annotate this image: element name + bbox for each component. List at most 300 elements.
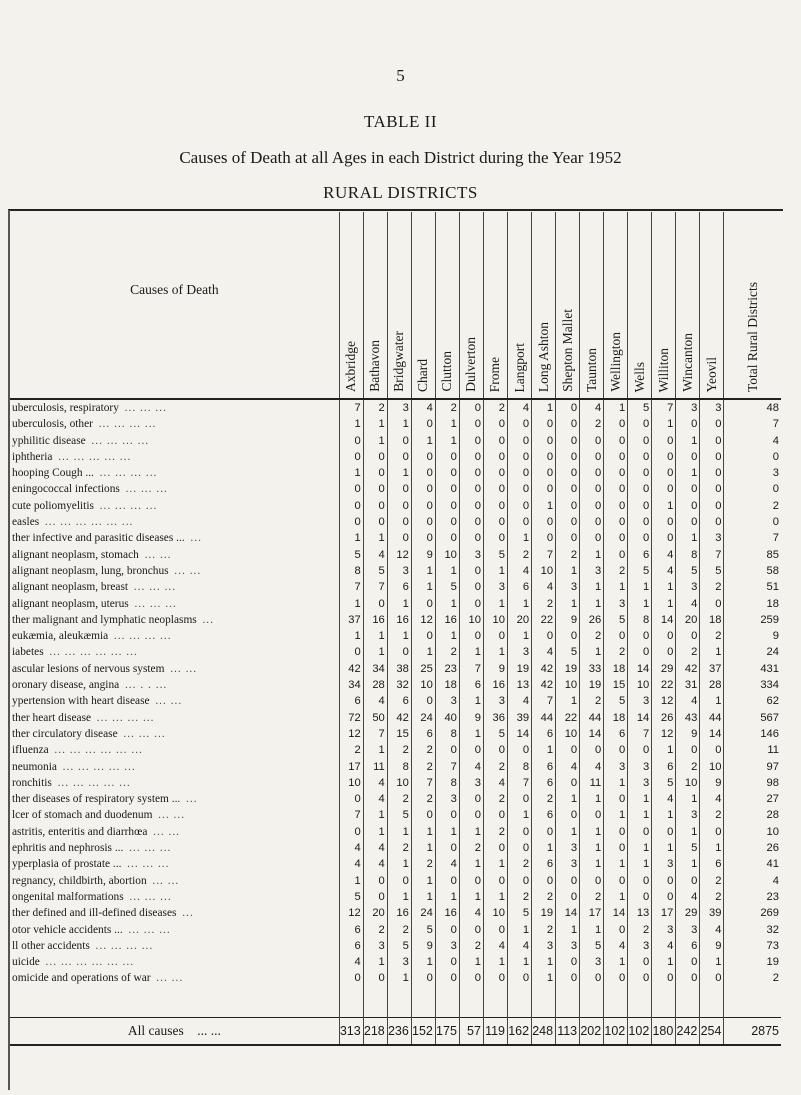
value-cell: 0 xyxy=(628,498,652,514)
value-cell: 0 xyxy=(556,628,580,644)
district-header-wells xyxy=(628,212,652,399)
value-cell: 1 xyxy=(387,856,411,872)
value-cell: 3 xyxy=(532,938,556,954)
value-cell: 1 xyxy=(411,563,435,579)
leader-dots: ... ... ... ... ... ... xyxy=(44,516,134,529)
cause-cell xyxy=(10,563,339,579)
cause-cell xyxy=(10,824,339,840)
value-cell: 1 xyxy=(363,807,387,823)
value-cell: 23 xyxy=(724,889,781,905)
value-cell: 18 xyxy=(724,596,781,612)
leader-dots: ... ... ... ... xyxy=(99,467,158,480)
value-cell: 1 xyxy=(508,954,532,970)
table-row xyxy=(10,399,781,416)
cause-cell xyxy=(10,661,339,677)
value-cell: 0 xyxy=(532,465,556,481)
cause-label: eukæmia, aleukæmia xyxy=(12,630,109,643)
value-cell: 0 xyxy=(580,742,604,758)
cause-cell xyxy=(10,514,339,530)
value-cell: 9 xyxy=(556,612,580,628)
value-cell: 28 xyxy=(700,677,724,693)
value-cell: 13 xyxy=(628,905,652,921)
value-cell: 2 xyxy=(411,791,435,807)
cause-cell xyxy=(10,905,339,921)
value-cell: 0 xyxy=(459,596,483,612)
leader-dots: ... ... ... ... xyxy=(91,434,150,447)
value-cell: 0 xyxy=(604,433,628,449)
district-header-label: Wellington xyxy=(607,332,623,392)
spacer-row xyxy=(10,987,781,1018)
cause-cell xyxy=(10,922,339,938)
value-cell: 16 xyxy=(435,612,459,628)
value-cell: 0 xyxy=(508,742,532,758)
value-cell: 16 xyxy=(483,677,507,693)
district-header-long-ashton xyxy=(532,212,556,399)
value-cell: 0 xyxy=(676,628,700,644)
value-cell: 4 xyxy=(435,856,459,872)
value-cell: 1 xyxy=(387,824,411,840)
district-header-wellington xyxy=(604,212,628,399)
value-cell: 43 xyxy=(676,710,700,726)
value-cell: 0 xyxy=(556,481,580,497)
value-cell: 1 xyxy=(652,840,676,856)
value-cell: 259 xyxy=(724,612,781,628)
value-cell: 2 xyxy=(580,889,604,905)
value-cell: 20 xyxy=(676,612,700,628)
value-cell: 6 xyxy=(339,922,363,938)
value-cell: 2 xyxy=(676,759,700,775)
value-cell: 7 xyxy=(652,399,676,416)
value-cell: 12 xyxy=(339,726,363,742)
table-row xyxy=(10,726,781,742)
cause-label: astritis, enteritis and diarrhœa xyxy=(12,825,148,838)
value-cell: 0 xyxy=(387,514,411,530)
value-cell: 1 xyxy=(604,856,628,872)
value-cell: 0 xyxy=(676,873,700,889)
value-cell: 1 xyxy=(483,856,507,872)
value-cell: 1 xyxy=(556,922,580,938)
value-cell: 3 xyxy=(483,693,507,709)
value-cell: 1 xyxy=(556,596,580,612)
value-cell: 0 xyxy=(676,514,700,530)
value-cell: 1 xyxy=(628,596,652,612)
value-cell: 0 xyxy=(580,873,604,889)
value-cell: 2 xyxy=(387,742,411,758)
table-row xyxy=(10,775,781,791)
value-cell: 2 xyxy=(700,807,724,823)
value-cell: 2 xyxy=(532,596,556,612)
value-cell: 2 xyxy=(580,628,604,644)
value-cell: 0 xyxy=(339,433,363,449)
value-cell: 51 xyxy=(724,579,781,595)
value-cell: 0 xyxy=(556,970,580,986)
value-cell: 0 xyxy=(459,628,483,644)
value-cell: 7 xyxy=(700,547,724,563)
value-cell: 0 xyxy=(435,481,459,497)
value-cell: 0 xyxy=(652,873,676,889)
cause-cell xyxy=(10,807,339,823)
value-cell: 2 xyxy=(363,922,387,938)
value-cell: 0 xyxy=(604,873,628,889)
value-cell: 0 xyxy=(628,481,652,497)
value-cell: 1 xyxy=(652,742,676,758)
leader-dots: ... ... ... ... ... xyxy=(62,760,136,773)
value-cell: 0 xyxy=(556,514,580,530)
value-cell: 0 xyxy=(700,596,724,612)
value-cell: 39 xyxy=(700,905,724,921)
value-cell: 0 xyxy=(556,465,580,481)
leader-dots: ... ... ... xyxy=(127,858,170,871)
district-header-label: Wells xyxy=(631,361,647,392)
value-cell: 1 xyxy=(363,824,387,840)
value-cell: 0 xyxy=(556,416,580,432)
value-cell: 4 xyxy=(363,856,387,872)
value-cell: 5 xyxy=(604,693,628,709)
value-cell: 0 xyxy=(700,449,724,465)
value-cell: 4 xyxy=(700,922,724,938)
value-cell: 11 xyxy=(580,775,604,791)
value-cell: 0 xyxy=(339,970,363,986)
column-header-row xyxy=(10,212,781,399)
value-cell: 9 xyxy=(483,661,507,677)
value-cell: 1 xyxy=(676,824,700,840)
value-cell: 0 xyxy=(483,530,507,546)
value-cell: 4 xyxy=(532,579,556,595)
value-cell: 4 xyxy=(508,693,532,709)
value-cell: 7 xyxy=(339,579,363,595)
value-cell: 2 xyxy=(339,742,363,758)
leader-dots: ... ... ... ... ... xyxy=(58,450,132,463)
value-cell: 42 xyxy=(676,661,700,677)
value-cell: 3 xyxy=(628,938,652,954)
table-row xyxy=(10,644,781,660)
value-cell: 1 xyxy=(532,498,556,514)
value-cell: 2 xyxy=(411,742,435,758)
value-cell: 0 xyxy=(628,530,652,546)
value-cell: 2 xyxy=(700,889,724,905)
value-cell: 1 xyxy=(435,628,459,644)
value-cell: 34 xyxy=(363,661,387,677)
value-cell: 0 xyxy=(411,498,435,514)
value-cell: 0 xyxy=(411,970,435,986)
value-cell: 4 xyxy=(363,791,387,807)
value-cell: 4 xyxy=(363,693,387,709)
value-cell: 0 xyxy=(700,498,724,514)
table-title: TABLE II xyxy=(364,112,437,131)
value-cell: 17 xyxy=(580,905,604,921)
district-header-axbridge xyxy=(339,212,363,399)
value-cell: 1 xyxy=(604,399,628,416)
value-cell: 2 xyxy=(604,563,628,579)
total-value-cell: 242 xyxy=(676,1017,700,1045)
value-cell: 0 xyxy=(652,530,676,546)
value-cell: 0 xyxy=(628,970,652,986)
value-cell: 3 xyxy=(556,856,580,872)
value-cell: 6 xyxy=(411,726,435,742)
value-cell: 0 xyxy=(532,824,556,840)
cause-cell xyxy=(10,644,339,660)
leader-dots: ... ... ... ... ... ... xyxy=(54,744,143,757)
value-cell: 10 xyxy=(435,547,459,563)
value-cell: 2 xyxy=(700,579,724,595)
value-cell: 0 xyxy=(604,970,628,986)
value-cell: 0 xyxy=(604,416,628,432)
value-cell: 42 xyxy=(339,661,363,677)
value-cell: 0 xyxy=(676,742,700,758)
value-cell: 2 xyxy=(411,759,435,775)
value-cell: 2 xyxy=(724,498,781,514)
value-cell: 5 xyxy=(339,547,363,563)
leader-dots: ... ... ... xyxy=(123,727,166,740)
value-cell: 4 xyxy=(411,399,435,416)
total-value-cell: 175 xyxy=(435,1017,459,1045)
value-cell: 1 xyxy=(363,416,387,432)
table-row xyxy=(10,873,781,889)
value-cell: 1 xyxy=(339,873,363,889)
leader-dots: ... ... ... xyxy=(124,402,167,414)
cause-label: ascular lesions of nervous system xyxy=(12,662,165,675)
value-cell: 0 xyxy=(483,922,507,938)
value-cell: 0 xyxy=(339,791,363,807)
value-cell: 85 xyxy=(724,547,781,563)
district-header-total-rural-districts xyxy=(724,212,781,399)
value-cell: 4 xyxy=(508,399,532,416)
cause-label: ther diseases of respiratory system ... xyxy=(12,793,181,806)
cause-cell xyxy=(10,449,339,465)
value-cell: 0 xyxy=(604,824,628,840)
district-header-wincanton xyxy=(676,212,700,399)
value-cell: 98 xyxy=(724,775,781,791)
district-header-bridgwater xyxy=(387,212,411,399)
leader-dots: ... ... xyxy=(170,662,198,675)
leader-dots: ... ... ... ... xyxy=(96,711,155,724)
value-cell: 0 xyxy=(435,922,459,938)
value-cell: 5 xyxy=(580,938,604,954)
value-cell: 0 xyxy=(604,791,628,807)
cause-cell xyxy=(10,775,339,791)
value-cell: 0 xyxy=(628,742,652,758)
table-row xyxy=(10,514,781,530)
value-cell: 1 xyxy=(363,644,387,660)
value-cell: 0 xyxy=(700,970,724,986)
value-cell: 0 xyxy=(363,498,387,514)
table-row xyxy=(10,954,781,970)
value-cell: 2 xyxy=(363,399,387,416)
value-cell: 0 xyxy=(387,644,411,660)
value-cell: 0 xyxy=(435,498,459,514)
cause-cell xyxy=(10,759,339,775)
value-cell: 0 xyxy=(459,922,483,938)
value-cell: 0 xyxy=(339,481,363,497)
cause-label: regnancy, childbirth, abortion xyxy=(12,874,147,887)
value-cell: 0 xyxy=(459,873,483,889)
value-cell: 7 xyxy=(363,726,387,742)
value-cell: 2 xyxy=(459,840,483,856)
value-cell: 10 xyxy=(387,775,411,791)
table-row xyxy=(10,840,781,856)
value-cell: 1 xyxy=(508,596,532,612)
value-cell: 1 xyxy=(411,824,435,840)
value-cell: 4 xyxy=(556,759,580,775)
value-cell: 0 xyxy=(411,465,435,481)
value-cell: 16 xyxy=(387,612,411,628)
cause-cell xyxy=(10,742,339,758)
table-row xyxy=(10,563,781,579)
value-cell: 1 xyxy=(508,530,532,546)
district-header-yeovil xyxy=(700,212,724,399)
value-cell: 5 xyxy=(339,889,363,905)
value-cell: 58 xyxy=(724,563,781,579)
value-cell: 12 xyxy=(652,693,676,709)
leader-dots: ... ... xyxy=(197,1022,221,1038)
cause-cell xyxy=(10,596,339,612)
value-cell: 2 xyxy=(700,628,724,644)
value-cell: 7 xyxy=(435,759,459,775)
cause-label: oronary disease, angina xyxy=(12,679,120,692)
value-cell: 0 xyxy=(363,970,387,986)
value-cell: 1 xyxy=(339,416,363,432)
value-cell: 0 xyxy=(556,889,580,905)
value-cell: 5 xyxy=(483,726,507,742)
district-header-chard xyxy=(411,212,435,399)
cause-label: ther malignant and lymphatic neoplasms xyxy=(12,613,197,626)
value-cell: 1 xyxy=(676,791,700,807)
district-header-label: Chard xyxy=(415,359,431,392)
total-value-cell: 119 xyxy=(483,1017,507,1045)
value-cell: 6 xyxy=(508,579,532,595)
value-cell: 1 xyxy=(628,856,652,872)
value-cell: 24 xyxy=(411,905,435,921)
value-cell: 1 xyxy=(556,824,580,840)
value-cell: 0 xyxy=(652,514,676,530)
value-cell: 1 xyxy=(652,807,676,823)
value-cell: 1 xyxy=(700,644,724,660)
value-cell: 6 xyxy=(532,807,556,823)
value-cell: 3 xyxy=(556,840,580,856)
value-cell: 1 xyxy=(652,579,676,595)
total-value-cell: 113 xyxy=(556,1017,580,1045)
value-cell: 6 xyxy=(628,547,652,563)
value-cell: 1 xyxy=(508,807,532,823)
value-cell: 0 xyxy=(411,628,435,644)
value-cell: 1 xyxy=(580,856,604,872)
value-cell: 2 xyxy=(435,399,459,416)
value-cell: 0 xyxy=(604,547,628,563)
leader-dots: ... xyxy=(182,907,194,920)
leader-dots: ... ... ... xyxy=(134,597,177,610)
value-cell: 14 xyxy=(604,905,628,921)
cause-cell xyxy=(10,628,339,644)
cause-label: ther infective and parasitic diseases ... xyxy=(12,532,185,545)
value-cell: 1 xyxy=(435,889,459,905)
value-cell: 0 xyxy=(339,514,363,530)
value-cell: 36 xyxy=(483,710,507,726)
table-row xyxy=(10,759,781,775)
value-cell: 1 xyxy=(459,644,483,660)
value-cell: 0 xyxy=(604,498,628,514)
leader-dots: ... ... xyxy=(155,695,183,708)
leader-dots: ... xyxy=(186,793,198,806)
value-cell: 1 xyxy=(604,775,628,791)
total-value-cell: 202 xyxy=(580,1017,604,1045)
value-cell: 0 xyxy=(411,514,435,530)
value-cell: 1 xyxy=(532,970,556,986)
value-cell: 20 xyxy=(508,612,532,628)
value-cell: 10 xyxy=(724,824,781,840)
value-cell: 0 xyxy=(652,628,676,644)
value-cell: 15 xyxy=(387,726,411,742)
value-cell: 0 xyxy=(652,970,676,986)
value-cell: 0 xyxy=(459,791,483,807)
value-cell: 1 xyxy=(508,628,532,644)
cause-cell xyxy=(10,465,339,481)
value-cell: 0 xyxy=(411,530,435,546)
cause-cell xyxy=(10,938,339,954)
value-cell: 1 xyxy=(411,889,435,905)
value-cell: 0 xyxy=(700,481,724,497)
value-cell: 1 xyxy=(580,922,604,938)
leader-dots: ... . . ... xyxy=(124,679,168,692)
value-cell: 7 xyxy=(724,416,781,432)
value-cell: 15 xyxy=(604,677,628,693)
district-header-label: Axbridge xyxy=(343,341,359,392)
value-cell: 4 xyxy=(604,938,628,954)
table-body xyxy=(10,399,781,1045)
value-cell: 7 xyxy=(339,807,363,823)
value-cell: 9 xyxy=(724,628,781,644)
leader-dots: ... ... ... ... ... ... xyxy=(45,956,135,969)
value-cell: 0 xyxy=(628,889,652,905)
value-cell: 0 xyxy=(459,465,483,481)
value-cell: 4 xyxy=(483,775,507,791)
value-cell: 6 xyxy=(339,693,363,709)
value-cell: 1 xyxy=(459,856,483,872)
value-cell: 0 xyxy=(604,922,628,938)
value-cell: 1 xyxy=(628,579,652,595)
value-cell: 1 xyxy=(580,644,604,660)
value-cell: 0 xyxy=(435,465,459,481)
value-cell: 0 xyxy=(652,449,676,465)
value-cell: 0 xyxy=(508,840,532,856)
table-row xyxy=(10,938,781,954)
value-cell: 0 xyxy=(628,644,652,660)
value-cell: 4 xyxy=(652,547,676,563)
value-cell: 1 xyxy=(483,954,507,970)
value-cell: 10 xyxy=(556,677,580,693)
value-cell: 5 xyxy=(652,775,676,791)
value-cell: 1 xyxy=(459,726,483,742)
cause-cell xyxy=(10,579,339,595)
value-cell: 0 xyxy=(411,416,435,432)
value-cell: 269 xyxy=(724,905,781,921)
value-cell: 10 xyxy=(459,612,483,628)
value-cell: 7 xyxy=(628,726,652,742)
value-cell: 9 xyxy=(700,938,724,954)
value-cell: 0 xyxy=(628,628,652,644)
value-cell: 5 xyxy=(556,644,580,660)
value-cell: 0 xyxy=(556,433,580,449)
value-cell: 0 xyxy=(483,514,507,530)
value-cell: 1 xyxy=(604,807,628,823)
value-cell: 3 xyxy=(556,938,580,954)
cause-label: alignant neoplasm, stomach xyxy=(12,548,139,561)
value-cell: 1 xyxy=(628,840,652,856)
value-cell: 1 xyxy=(532,399,556,416)
value-cell: 12 xyxy=(652,726,676,742)
value-cell: 1 xyxy=(363,433,387,449)
value-cell: 0 xyxy=(483,807,507,823)
leader-dots: ... ... ... ... xyxy=(95,939,154,952)
